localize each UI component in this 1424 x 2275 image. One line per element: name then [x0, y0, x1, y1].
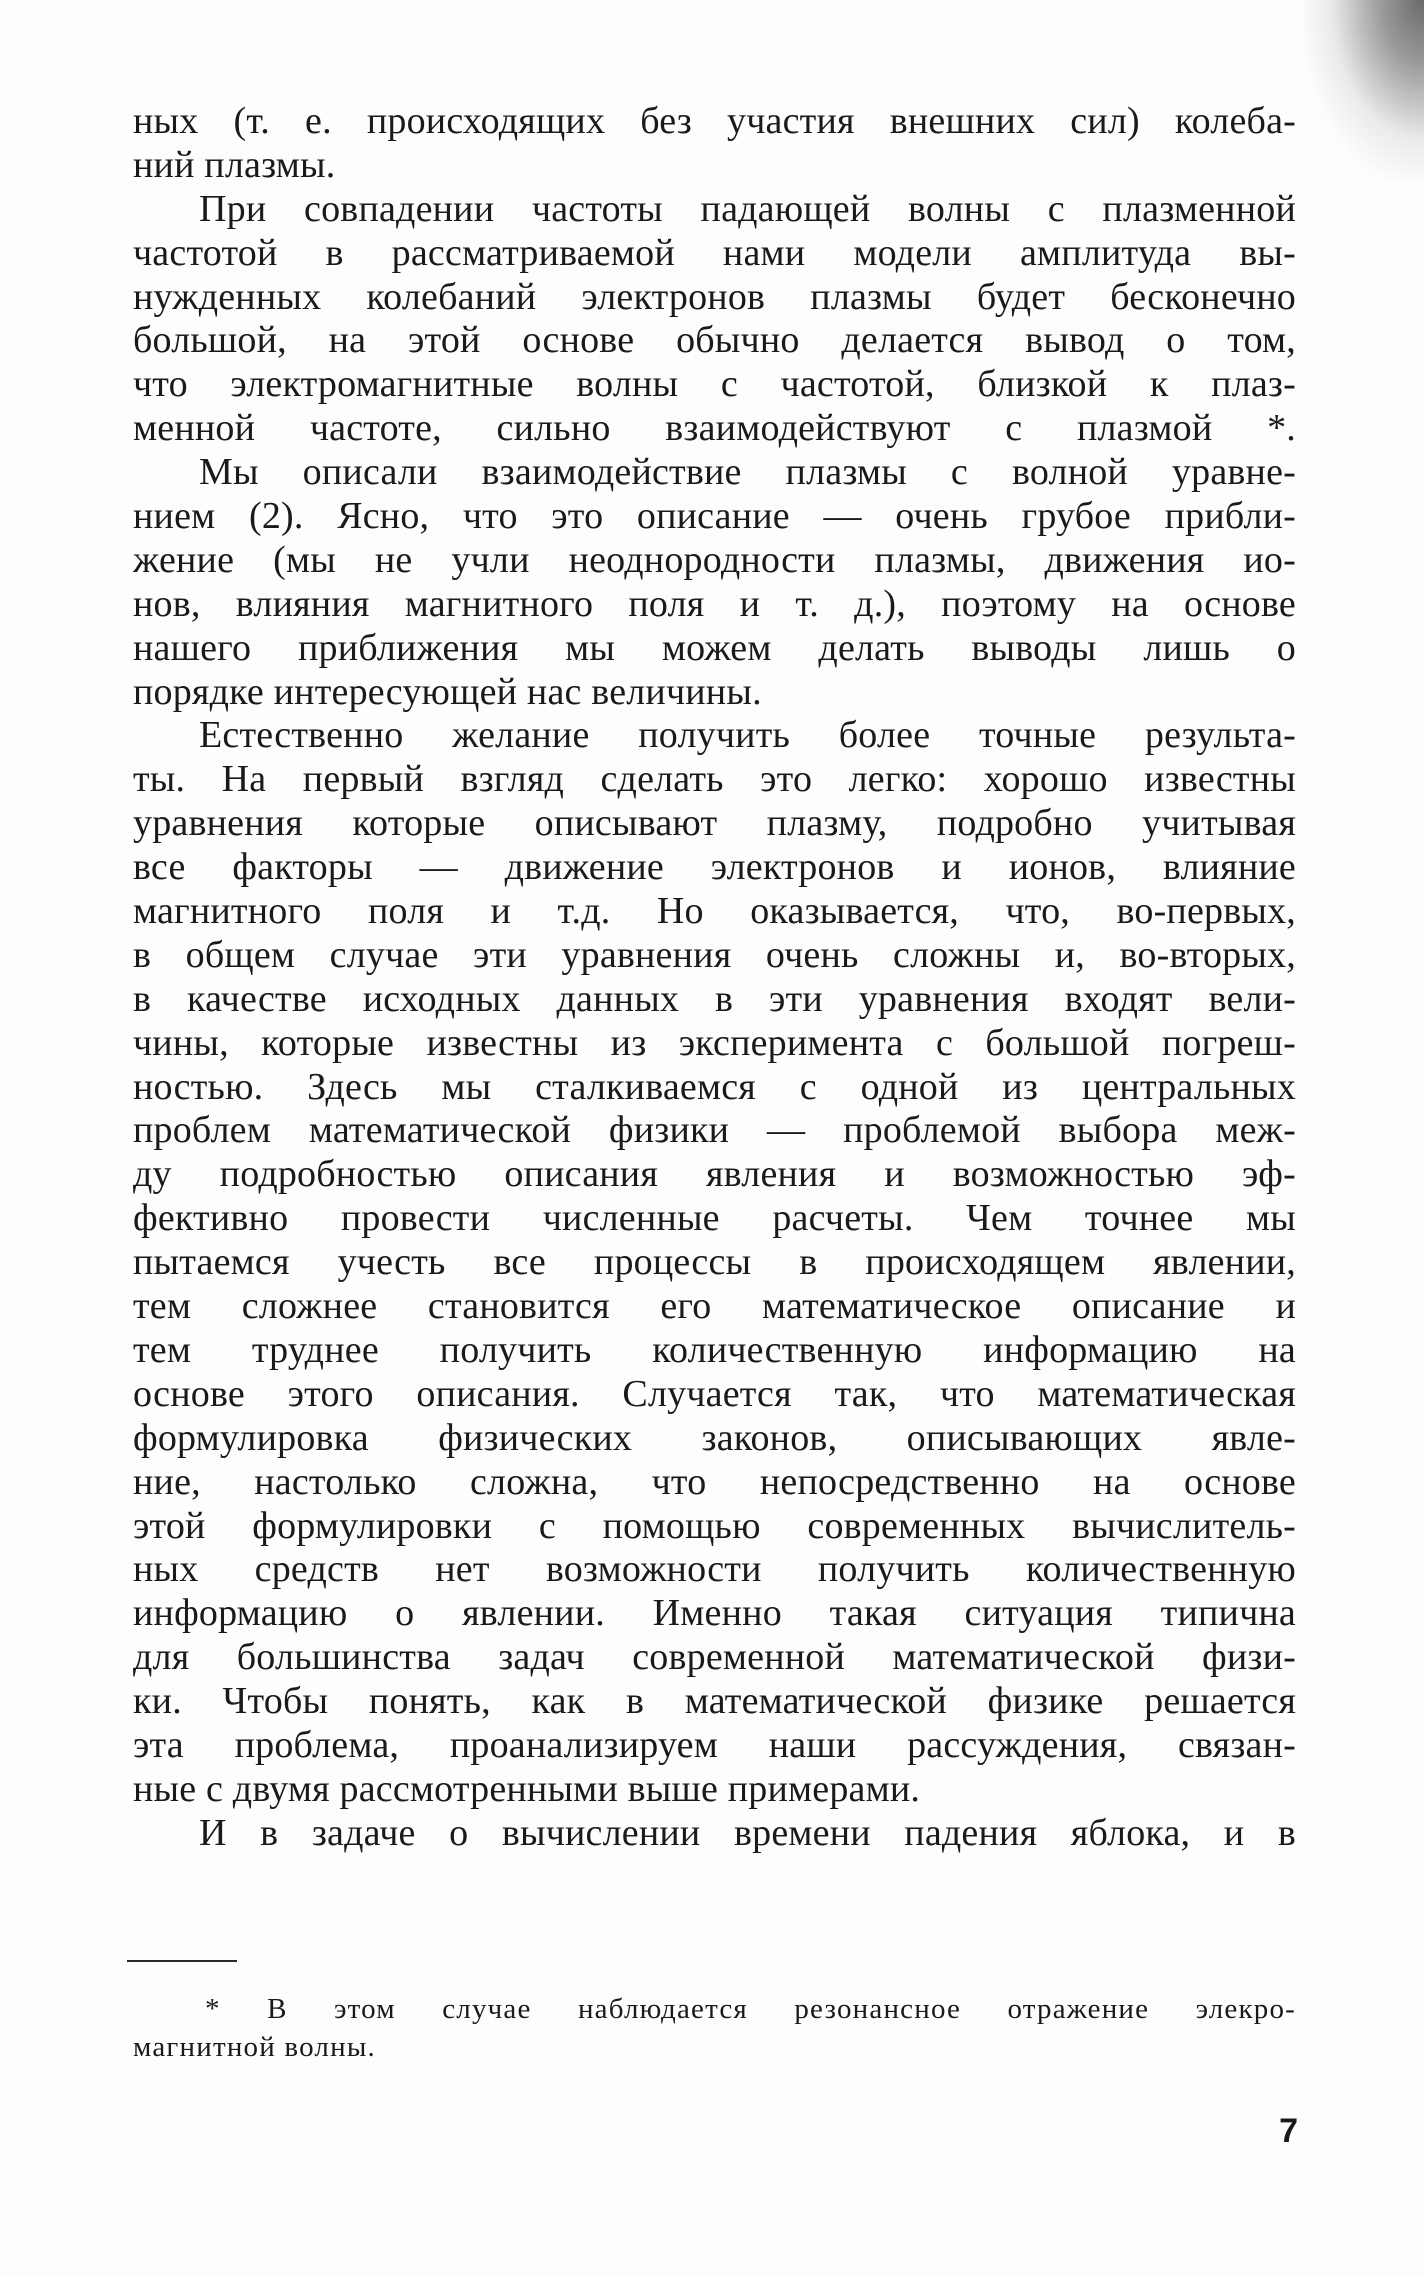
text-line: При совпадении частоты падающей волны с плазменной: [199, 187, 1296, 230]
text-line: ние, настолько сложна, что непосредственно на основе: [133, 1460, 1296, 1503]
text-line: эта проблема, проанализируем наши рассуждения, связан-: [133, 1723, 1296, 1766]
text-line: нужденных колебаний электронов плазмы будет бесконечно: [133, 275, 1296, 318]
footnote: [133, 1990, 1296, 2066]
text-line: магнитного поля и т.д. Но оказывается, что, во-первых,: [133, 890, 1296, 933]
text-line: формулировка физических законов, описывающих явле-: [133, 1416, 1296, 1459]
text-line: нашего приближения мы можем делать выводы лишь о: [133, 626, 1296, 669]
text-line: ных (т. е. происходящих без участия внешних сил) колеба-: [133, 100, 1296, 142]
body-text: [133, 100, 1296, 1856]
text-line: порядке интересующей нас величины.: [133, 670, 762, 713]
text-line: ний плазмы.: [133, 143, 336, 186]
footnote-line: магнитной волны.: [133, 2031, 376, 2063]
text-line: фективно провести численные расчеты. Чем точнее мы: [133, 1197, 1296, 1240]
text-line: тем сложнее становится его математическое описание и: [133, 1285, 1296, 1328]
text-line: ностью. Здесь мы сталкиваемся с одной из центральных: [133, 1065, 1296, 1108]
text-line: уравнения которые описывают плазму, подробно учитывая: [133, 802, 1296, 845]
text-line: ты. На первый взгляд сделать это легко: хорошо известны: [133, 758, 1296, 801]
text-line: частотой в рассматриваемой нами модели амплитуда вы-: [133, 231, 1296, 274]
text-line: жение (мы не учли неоднородности плазмы, движения ио-: [133, 538, 1296, 581]
scan-shadow: [1304, 0, 1424, 180]
text-line: ные с двумя рассмотренными выше примерами.: [133, 1767, 921, 1810]
footnote-line: * В этом случае наблюдается резонансное отражение элекро-: [205, 1993, 1296, 2025]
text-line: основе этого описания. Случается так, что математическая: [133, 1372, 1296, 1415]
text-line: Естественно желание получить более точные результа-: [199, 714, 1296, 757]
text-line: все факторы — движение электронов и ионов, влияние: [133, 846, 1296, 889]
text-line: менной частоте, сильно взаимодействуют с плазмой *.: [133, 407, 1296, 450]
text-line: этой формулировки с помощью современных вычислитель-: [133, 1504, 1296, 1547]
text-line: проблем математической физики — проблемой выбора меж-: [133, 1109, 1296, 1152]
text-line: нием (2). Ясно, что это описание — очень грубое прибли-: [133, 495, 1296, 538]
text-line: И в задаче о вычислении времени падения яблока, и в: [199, 1811, 1296, 1854]
text-line: что электромагнитные волны с частотой, близкой к плаз-: [133, 363, 1296, 406]
text-line: для большинства задач современной математической физи-: [133, 1636, 1296, 1679]
footnote-divider: [127, 1960, 237, 1962]
text-line: ки. Чтобы понять, как в математической физике решается: [133, 1680, 1296, 1723]
text-line: в общем случае эти уравнения очень сложны и, во-вторых,: [133, 933, 1296, 976]
text-line: чины, которые известны из эксперимента с большой погреш-: [133, 1021, 1296, 1064]
text-line: ных средств нет возможности получить количественную: [133, 1548, 1296, 1591]
text-line: пытаемся учесть все процессы в происходящем явлении,: [133, 1241, 1296, 1284]
text-line: информацию о явлении. Именно такая ситуация типична: [133, 1592, 1296, 1635]
text-line: нов, влияния магнитного поля и т. д.), поэтому на основе: [133, 582, 1296, 625]
page-number: 7: [1279, 2112, 1298, 2150]
text-line: большой, на этой основе обычно делается вывод о том,: [133, 319, 1296, 362]
text-line: в качестве исходных данных в эти уравнения входят вели-: [133, 977, 1296, 1020]
text-line: Мы описали взаимодействие плазмы с волной уравне-: [199, 451, 1296, 494]
text-line: тем труднее получить количественную информацию на: [133, 1328, 1296, 1371]
text-line: ду подробностью описания явления и возможностью эф-: [133, 1153, 1296, 1196]
